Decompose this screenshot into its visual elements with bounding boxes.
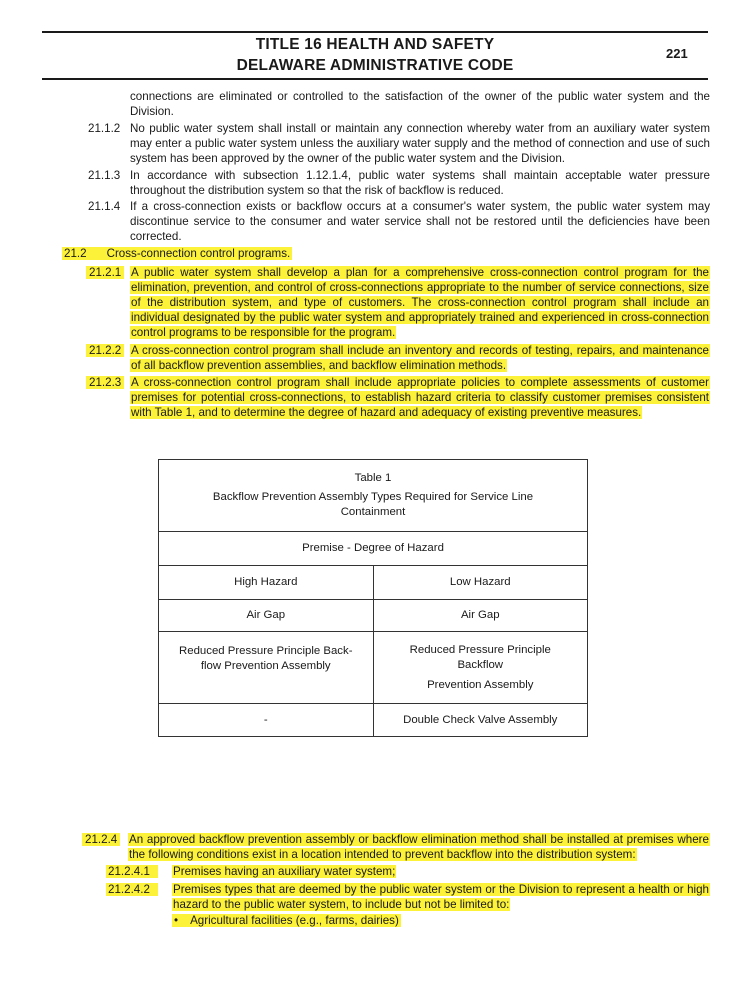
section-number-21-1-3: 21.1.3	[88, 169, 121, 182]
paragraph-21-1-2: No public water system shall install or maintain any connection whereby water from an auxiliary water system may enter a public water system unless the auxiliary water supply and the method of connection and use of such system has been approved by the owner of the public water system and the Division.	[130, 122, 710, 165]
section-number-21-2-1	[86, 265, 124, 280]
table-caption	[159, 460, 588, 532]
header-top-rule	[42, 31, 708, 33]
paragraph-21-2-3-text: A cross-connection control program shall include appropriate policies to complete assessments of customer premises for potential cross-connections, to establish hazard criteria to classify customer premises consistent with Table 1, and to determine the degree of hazard and adequacy of existing preventive measures.	[131, 376, 709, 419]
table-cell: -	[159, 704, 374, 737]
table-cell	[373, 632, 588, 704]
bullet-text: Agricultural facilities (e.g., farms, dairies)	[184, 914, 401, 927]
table-caption-title: Table 1	[354, 472, 392, 484]
section-number-21-2-3	[86, 375, 124, 390]
section-number-21-2-4-2-text: 21.2.4.2	[106, 883, 158, 896]
header-bottom-rule	[42, 78, 708, 80]
paragraph-21-2-4-2	[172, 882, 710, 912]
paragraph-21-2-1-text: A public water system shall develop a plan for a comprehensive cross-connection control program for the elimination, prevention, and control of cross-connections appropriate to the number of service connections, size of the distribution system, and type of customers. The cross-connection control program shall include an individual designated by the public water system and appropriately trained and experienced in cross-connection control programs to be responsible for the program.	[131, 266, 709, 339]
section-number-21-2-3-text: 21.2.3	[86, 376, 124, 389]
paragraph-21-1-4: If a cross-connection exists or backflow occurs at a consumer's water system, the public water system may discontinue service to the consumer and water service shall not be restored until the deficiencies have been corrected.	[130, 200, 710, 243]
table-caption-line2: Backflow Prevention Assembly Types Required for Service Line	[212, 491, 534, 503]
table-cell-line: Reduced Pressure Principle	[409, 643, 551, 656]
section-number-21-2-4-text: 21.2.4	[82, 833, 120, 846]
table-cell: Air Gap	[373, 600, 588, 632]
table-cell: Double Check Valve Assembly	[373, 704, 588, 737]
page-number: 221	[666, 46, 688, 61]
paragraph-21-2-4-text: An approved backflow prevention assembly or backflow elimination method shall be installed at premises where the following conditions exist in a location intended to prevent backflow into the distribution system:	[129, 833, 709, 861]
table-cell-line: flow Prevention Assembly	[200, 660, 331, 672]
table-cell: Air Gap	[159, 600, 374, 632]
paragraph-continuation: connections are eliminated or controlled to the satisfaction of the owner of the public water system and the Division.	[130, 90, 710, 118]
section-number-21-2-4-2	[106, 882, 158, 897]
section-number-21-2	[62, 246, 292, 261]
section-number-21-2-4-1	[106, 864, 158, 879]
section-number-21-2-4	[82, 832, 120, 847]
paragraph-21-2-1	[130, 265, 710, 340]
section-number-21-1-4: 21.1.4	[88, 200, 121, 213]
section-heading-21-2: Cross-connection control programs.	[91, 247, 293, 260]
section-number-21-2-2-text: 21.2.2	[86, 344, 124, 357]
table-col-header-high: High Hazard	[159, 566, 374, 600]
section-number-21-2-4-1-text: 21.2.4.1	[106, 865, 158, 878]
section-number-21-2-text: 21.2	[62, 247, 91, 260]
table-cell-line: Reduced Pressure Principle Back-	[179, 645, 353, 657]
table-caption-line3: Containment	[340, 506, 406, 518]
paragraph-21-2-4-1-text: Premises having an auxiliary water system;	[173, 865, 396, 878]
table-1	[158, 459, 588, 737]
table-cell-line: Backflow	[457, 658, 504, 671]
paragraph-21-2-2	[130, 343, 710, 373]
paragraph-21-2-4-2-text: Premises types that are deemed by the public water system or the Division to represent a health or high hazard to the public water system, to include but not be limited to:	[173, 883, 709, 911]
paragraph-21-2-2-text: A cross-connection control program shall include an inventory and records of testing, repairs, and maintenance of all backflow prevention assemblies, and backflow elimination methods.	[131, 344, 709, 372]
header-title-line1: TITLE 16 HEALTH AND SAFETY	[255, 36, 495, 53]
section-number-21-1-2: 21.1.2	[88, 122, 121, 135]
table-group-header: Premise - Degree of Hazard	[159, 532, 588, 566]
table-cell-line: Prevention Assembly	[427, 678, 534, 691]
paragraph-21-1-3: In accordance with subsection 1.12.1.4, public water systems shall maintain acceptable water pressure throughout the distribution system so that the risk of backflow is reduced.	[130, 169, 710, 197]
bullet-icon: •	[172, 914, 184, 927]
header-title-line2: DELAWARE ADMINISTRATIVE CODE	[236, 57, 514, 74]
section-number-21-2-2	[86, 343, 124, 358]
table-col-header-low: Low Hazard	[373, 566, 588, 600]
section-number-21-2-1-text: 21.2.1	[86, 266, 124, 279]
paragraph-21-2-4-1	[172, 864, 710, 879]
bullet-item	[172, 913, 401, 928]
table-cell	[159, 632, 374, 704]
paragraph-21-2-4	[128, 832, 710, 862]
paragraph-21-2-3	[130, 375, 710, 420]
